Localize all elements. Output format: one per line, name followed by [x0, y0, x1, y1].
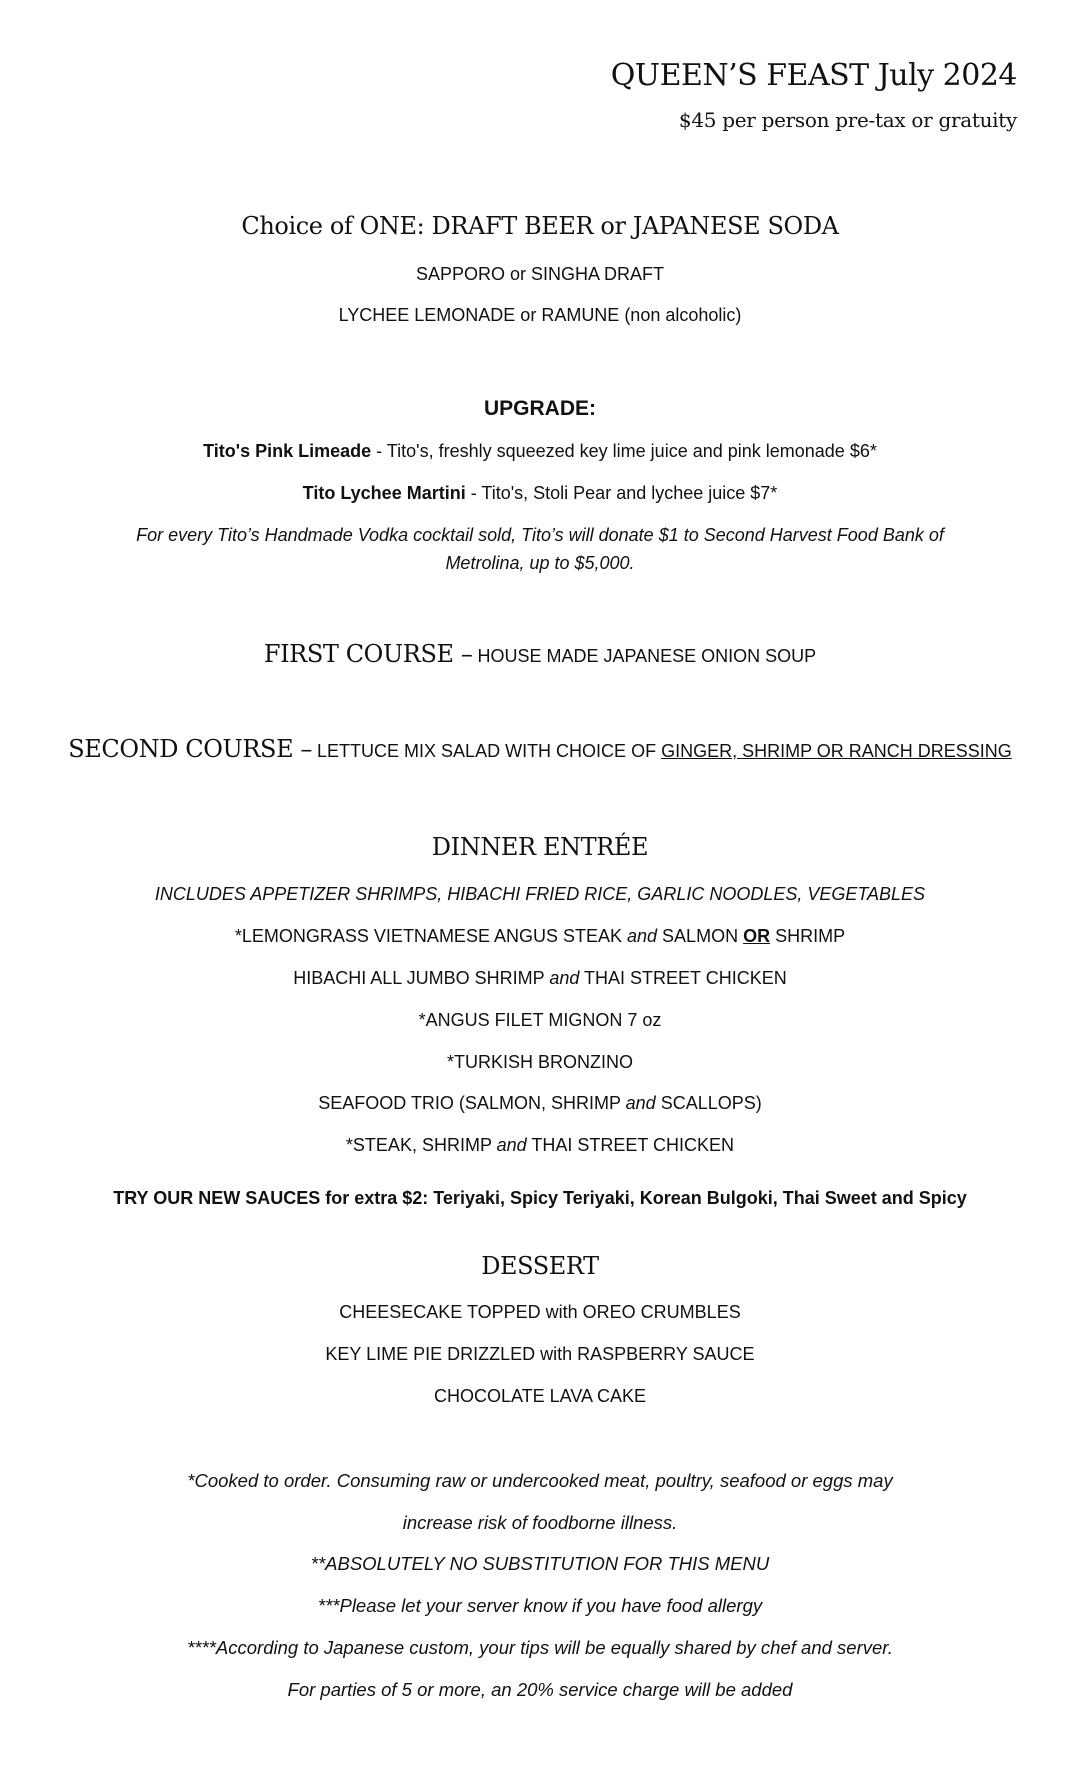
dessert-item: KEY LIME PIE DRIZZLED with RASPBERRY SAUCE [325, 1344, 755, 1364]
footer-note: For parties of 5 or more, an 20% service charge will be added [287, 1679, 793, 1700]
drink-item: SAPPORO or SINGHA DRAFT [415, 264, 665, 284]
footer-note: ****According to Japanese custom, your tips will be equally shared by chef and server. [187, 1637, 893, 1658]
footer-note: ***Please let your server know if you have food allergy [317, 1595, 763, 1616]
sauces-note: TRY OUR NEW SAUCES for extra $2: Teriyaki, Spicy Teriyaki, Korean Bulgoki, Thai Sweet and Spicy [113, 1188, 967, 1208]
second-course-dressing: GINGER, SHRIMP OR RANCH DRESSING [661, 741, 1012, 761]
entree-item-text: SHRIMP [770, 926, 846, 946]
upgrade-item-desc: - Tito's, Stoli Pear and lychee juice $7* [465, 483, 778, 503]
entree-item-text: *STEAK, SHRIMP [345, 1135, 497, 1155]
entree-item-text: HIBACHI ALL JUMBO SHRIMP [293, 968, 550, 988]
entree-item: *ANGUS FILET MIGNON 7 oz [418, 1010, 662, 1030]
entree-item-text: THAI STREET CHICKEN [526, 1135, 735, 1155]
upgrade-item [0, 483, 1080, 505]
entree-item-and: and [496, 1135, 527, 1155]
menu-price: $45 per person pre-tax or gratuity [678, 108, 1017, 132]
footer-note: increase risk of foodborne illness. [402, 1512, 678, 1533]
second-course-desc: LETTUCE MIX SALAD WITH CHOICE OF [312, 741, 662, 761]
first-course [0, 640, 1080, 669]
dessert-item: CHEESECAKE TOPPED with OREO CRUMBLES [339, 1302, 741, 1322]
entree-item [0, 926, 1080, 948]
menu-title: QUEEN’S FEAST July 2024 [610, 58, 1017, 93]
entree-includes: INCLUDES APPETIZER SHRIMPS, HIBACHI FRIED RICE, GARLIC NOODLES, VEGETABLES [154, 884, 926, 904]
entree-item-text: THAI STREET CHICKEN [579, 968, 787, 988]
entree-item [0, 968, 1080, 990]
entree-item-or: OR [743, 926, 771, 946]
first-course-label: FIRST COURSE – [263, 640, 473, 668]
entree-item: *TURKISH BRONZINO [446, 1052, 633, 1072]
dessert-item: CHOCOLATE LAVA CAKE [433, 1386, 647, 1406]
upgrade-item [0, 441, 1080, 463]
drink-item: LYCHEE LEMONADE or RAMUNE (non alcoholic) [338, 305, 742, 325]
footer-note: **ABSOLUTELY NO SUBSTITUTION FOR THIS MENU [310, 1553, 770, 1574]
entree-heading: DINNER ENTRÉE [431, 833, 649, 861]
upgrade-item-desc: - Tito's, freshly squeezed key lime juice and pink lemonade $6* [371, 441, 877, 461]
entree-item-text: *LEMONGRASS VIETNAMESE ANGUS STEAK [234, 926, 627, 946]
upgrade-heading: UPGRADE: [483, 397, 596, 420]
entree-item-text: SCALLOPS) [655, 1093, 762, 1113]
donation-note-line2: Metrolina, up to $5,000. [445, 553, 635, 573]
entree-item-and: and [625, 1093, 656, 1113]
entree-item [0, 1135, 1080, 1157]
drinks-heading: Choice of ONE: DRAFT BEER or JAPANESE SODA [241, 212, 839, 240]
entree-item-text: SEAFOOD TRIO (SALMON, SHRIMP [318, 1093, 626, 1113]
second-course [0, 735, 1080, 764]
upgrade-item-name: Tito's Pink Limeade [203, 441, 372, 461]
entree-item [0, 1093, 1080, 1115]
second-course-label: SECOND COURSE – [68, 735, 313, 763]
footer-note: *Cooked to order. Consuming raw or undercooked meat, poultry, seafood or eggs may [187, 1470, 893, 1491]
first-course-desc: HOUSE MADE JAPANESE ONION SOUP [472, 646, 817, 666]
menu-header [611, 58, 1017, 132]
entree-item-text: SALMON [657, 926, 744, 946]
donation-note-line1: For every Tito’s Handmade Vodka cocktail sold, Tito’s will donate $1 to Second Harvest Food Bank of [136, 525, 944, 545]
upgrade-item-name: Tito Lychee Martini [302, 483, 466, 503]
entree-item-and: and [627, 926, 658, 946]
entree-item-and: and [549, 968, 580, 988]
dessert-heading: DESSERT [481, 1252, 599, 1280]
